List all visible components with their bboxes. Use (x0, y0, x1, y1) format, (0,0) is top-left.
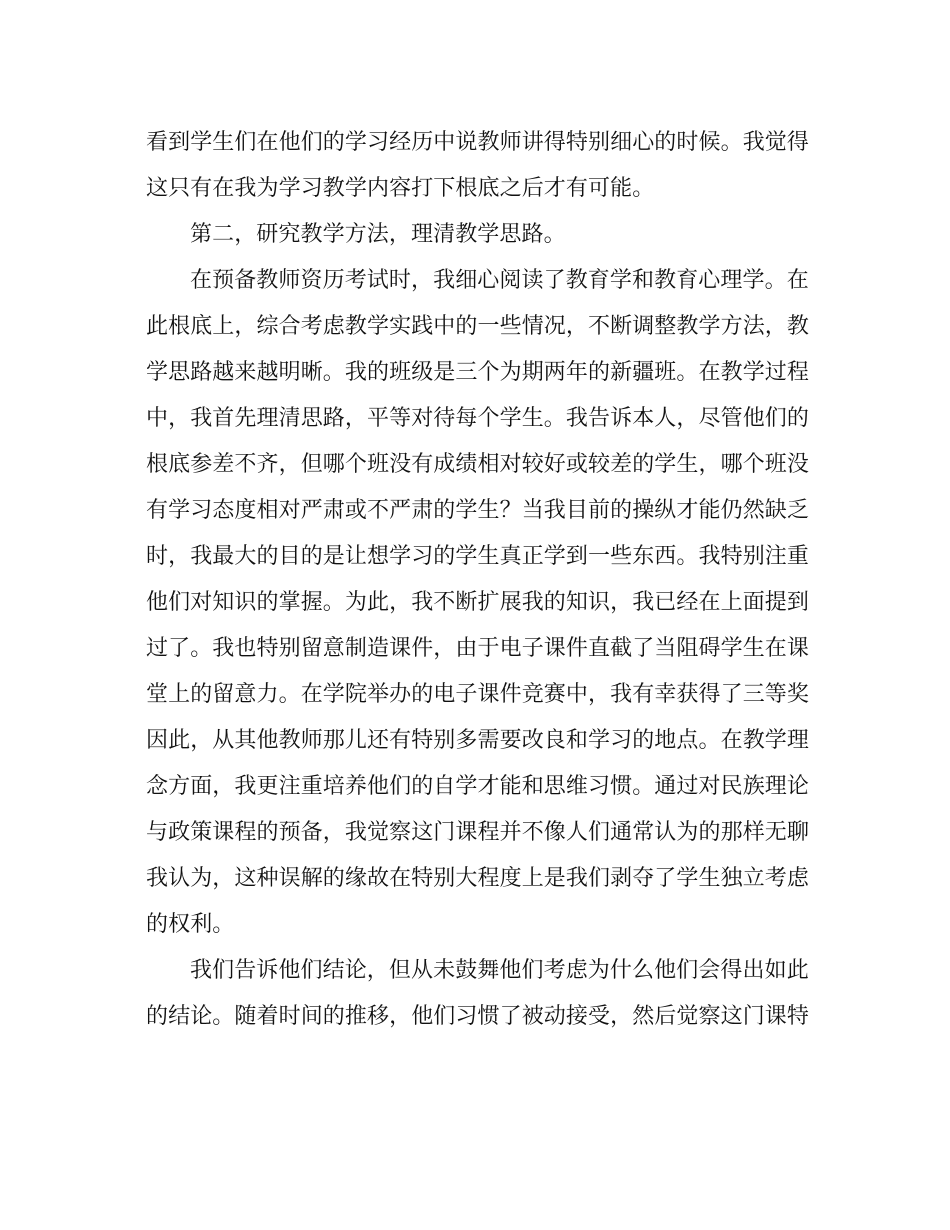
text-line: 的权利。 (146, 912, 235, 937)
text-line: 看到学生们在他们的学习经历中说教师讲得特别细心的时候。我觉得 (146, 130, 810, 155)
text-line: 念方面，我更注重培养他们的自学才能和思维习惯。通过对民族理论 (146, 774, 810, 799)
text-line: 的结论。随着时间的推移，他们习惯了被动接受，然后觉察这门课特 (146, 1004, 810, 1029)
text-line: 堂上的留意力。在学院举办的电子课件竞赛中，我有幸获得了三等奖 (146, 682, 810, 707)
text-line: 第二，研究教学方法，理清教学思路。 (190, 222, 566, 247)
document-body (146, 120, 810, 1040)
text-line: 有学习态度相对严肃或不严肃的学生？当我目前的操纵才能仍然缺乏 (146, 498, 810, 523)
text-line: 在预备教师资历考试时，我细心阅读了教育学和教育心理学。在 (190, 268, 809, 293)
text-line: 与政策课程的预备，我觉察这门课程并不像人们通常认为的那样无聊 (146, 820, 810, 845)
text-line: 此根底上，综合考虑教学实践中的一些情况，不断调整教学方法，教 (146, 314, 810, 339)
text-line: 我认为，这种误解的缘故在特别大程度上是我们剥夺了学生独立考虑 (146, 866, 810, 891)
text-line: 时，我最大的目的是让想学习的学生真正学到一些东西。我特别注重 (146, 544, 810, 569)
text-line: 学思路越来越明晰。我的班级是三个为期两年的新疆班。在教学过程 (146, 360, 810, 385)
text-line: 过了。我也特别留意制造课件，由于电子课件直截了当阻碍学生在课 (146, 636, 810, 661)
text-line: 他们对知识的掌握。为此，我不断扩展我的知识，我已经在上面提到 (146, 590, 810, 615)
text-line: 因此，从其他教师那儿还有特别多需要改良和学习的地点。在教学理 (146, 728, 810, 753)
text-line: 中，我首先理清思路，平等对待每个学生。我告诉本人，尽管他们的 (146, 406, 810, 431)
text-line: 这只有在我为学习教学内容打下根底之后才有可能。 (146, 176, 655, 201)
text-line: 我们告诉他们结论，但从未鼓舞他们考虑为什么他们会得出如此 (190, 958, 809, 983)
text-line: 根底参差不齐，但哪个班没有成绩相对较好或较差的学生，哪个班没 (146, 452, 810, 477)
